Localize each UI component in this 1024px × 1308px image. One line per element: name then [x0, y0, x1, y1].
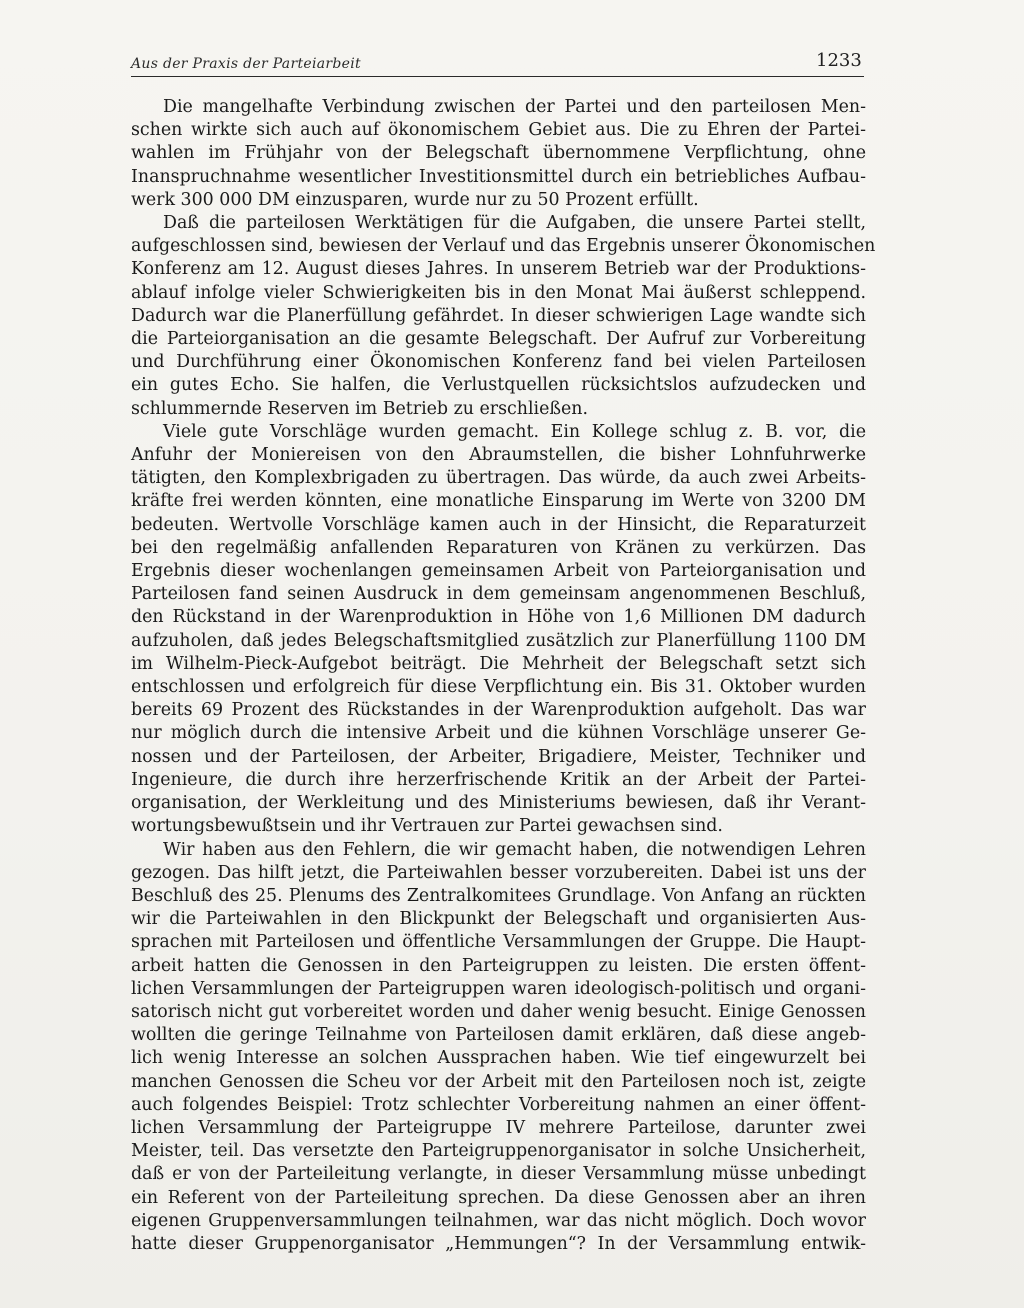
text-line: Meister, teil. Das versetzte den Parteigruppenorganisator in solche Unsicherheit, — [131, 1141, 866, 1162]
text-line: den Rückstand in der Warenproduktion in Höhe von 1,6 Millionen DM dadurch — [131, 607, 866, 628]
paragraph — [131, 212, 876, 421]
text-line: Ergebnis dieser wochenlangen gemeinsamen Arbeit von Parteiorganisation und — [131, 561, 866, 582]
text-line: gezogen. Das hilft jetzt, die Parteiwahlen besser vorzubereiten. Dabei ist uns der — [131, 862, 866, 883]
text-line: manchen Genossen die Scheu vor der Arbeit mit den Parteilosen noch ist, zeigte — [131, 1071, 866, 1092]
text-line: Viele gute Vorschläge wurden gemacht. Ein Kollege schlug z. B. vor, die — [163, 421, 866, 442]
text-line: wir die Parteiwahlen in den Blickpunkt der Belegschaft und organisierten Aus- — [131, 909, 866, 930]
text-line: Dadurch war die Planerfüllung gefährdet. In dieser schwierigen Lage wandte sich — [131, 305, 866, 326]
text-line: Ingenieure, die durch ihre herzerfrischende Kritik an der Arbeit der Partei- — [131, 769, 866, 790]
text-line: kräfte frei werden könnten, eine monatliche Einsparung im Werte von 3200 DM — [131, 491, 866, 512]
text-line: nossen und der Parteilosen, der Arbeiter, Brigadiere, Meister, Techniker und — [131, 746, 866, 767]
text-line: wortungsbewußtsein und ihr Vertrauen zur Partei gewachsen sind. — [131, 816, 723, 837]
text-line: lichen Versammlung der Parteigruppe IV mehrere Parteilose, darunter zwei — [131, 1117, 866, 1138]
text-line: bereits 69 Prozent des Rückstandes in der Warenproduktion aufgeholt. Das war — [131, 700, 866, 721]
text-line: Beschluß des 25. Plenums des Zentralkomitees Grundlage. Von Anfang an rückten — [131, 885, 866, 906]
paragraph — [131, 839, 866, 1257]
header-rule — [131, 76, 864, 77]
text-line: hatte dieser Gruppenorganisator „Hemmungen“? In der Versammlung entwik- — [131, 1233, 866, 1254]
text-line: bei den regelmäßig anfallenden Reparaturen von Kränen zu verkürzen. Das — [131, 537, 866, 558]
text-line: wahlen im Frühjahr von der Belegschaft übernommene Verpflichtung, ohne — [131, 143, 866, 164]
text-line: eigenen Gruppenversammlungen teilnahmen, war das nicht möglich. Doch wovor — [131, 1210, 866, 1231]
text-line: auch folgendes Beispiel: Trotz schlechter Vorbereitung nahmen an einer öffent- — [131, 1094, 866, 1115]
running-title: Aus der Praxis der Parteiarbeit — [131, 56, 361, 72]
page-number: 1233 — [816, 50, 862, 71]
paragraph — [131, 421, 866, 839]
text-line: ablauf infolge vieler Schwierigkeiten bis in den Monat Mai äußerst schleppend. — [131, 282, 866, 303]
text-line: sprachen mit Parteilosen und öffentliche Versammlungen der Gruppe. Die Haupt- — [131, 932, 866, 953]
text-line: Daß die parteilosen Werktätigen für die Aufgaben, die unsere Partei stellt, — [163, 213, 866, 234]
text-line: im Wilhelm-Pieck-Aufgebot beiträgt. Die Mehrheit der Belegschaft setzt sich — [131, 653, 866, 674]
text-line: Wir haben aus den Fehlern, die wir gemacht haben, die notwendigen Lehren — [163, 839, 866, 860]
text-line: schlummernde Reserven im Betrieb zu erschließen. — [131, 398, 589, 419]
text-line: Inanspruchnahme wesentlicher Investitionsmittel durch ein betriebliches Aufbau- — [131, 166, 866, 187]
text-line: ein Referent von der Parteileitung sprechen. Da diese Genossen aber an ihren — [131, 1187, 866, 1208]
text-line: nur möglich durch die intensive Arbeit und die kühnen Vorschläge unserer Ge- — [131, 723, 866, 744]
paragraph — [131, 96, 866, 212]
text-line: Anfuhr der Moniereisen von den Abraumstellen, die bisher Lohnfuhrwerke — [131, 445, 866, 466]
text-line: die Parteiorganisation an die gesamte Belegschaft. Der Aufruf zur Vorbereitung — [131, 329, 866, 350]
body-text — [131, 96, 876, 1256]
text-line: entschlossen und erfolgreich für diese Verpflichtung ein. Bis 31. Oktober wurden — [131, 677, 866, 698]
text-line: ein gutes Echo. Sie halfen, die Verlustquellen rücksichtslos aufzudecken und — [131, 375, 866, 396]
text-line: lich wenig Interesse an solchen Aussprachen haben. Wie tief eingewurzelt bei — [131, 1048, 866, 1069]
text-line: werk 300 000 DM einzusparen, wurde nur zu 50 Prozent erfüllt. — [131, 189, 699, 210]
text-line: bedeuten. Wertvolle Vorschläge kamen auch in der Hinsicht, die Reparaturzeit — [131, 514, 866, 535]
text-line: lichen Versammlungen der Parteigruppen waren ideologisch-politisch und organi- — [131, 978, 866, 999]
text-line: Parteilosen fand seinen Ausdruck in dem gemeinsam angenommenen Beschluß, — [131, 584, 866, 605]
text-line: Konferenz am 12. August dieses Jahres. In unserem Betrieb war der Produktions- — [131, 259, 866, 280]
text-line: aufzuholen, daß jedes Belegschaftsmitglied zusätzlich zur Planerfüllung 1100 DM — [131, 630, 866, 651]
text-line: arbeit hatten die Genossen in den Parteigruppen zu leisten. Die ersten öffent- — [131, 955, 866, 976]
text-line: tätigten, den Komplexbrigaden zu übertragen. Das würde, da auch zwei Arbeits- — [131, 468, 866, 489]
text-line: Die mangelhafte Verbindung zwischen der Partei und den parteilosen Men- — [163, 97, 866, 117]
text-line: daß er von der Parteileitung verlangte, in dieser Versammlung müsse unbedingt — [131, 1164, 866, 1185]
text-line: schen wirkte sich auch auf ökonomischem Gebiet aus. Die zu Ehren der Partei- — [131, 120, 866, 141]
text-line: wollten die geringe Teilnahme von Parteilosen damit erklären, daß diese angeb- — [131, 1025, 866, 1046]
text-line: satorisch nicht gut vorbereitet worden und daher wenig besucht. Einige Genossen — [131, 1001, 866, 1022]
text-line: organisation, der Werkleitung und des Ministeriums bewiesen, daß ihr Verant- — [131, 793, 866, 814]
text-line: und Durchführung einer Ökonomischen Konferenz fand bei vielen Parteilosen — [131, 352, 866, 373]
text-line: aufgeschlossen sind, bewiesen der Verlauf und das Ergebnis unserer Ökonomischen — [131, 236, 876, 257]
